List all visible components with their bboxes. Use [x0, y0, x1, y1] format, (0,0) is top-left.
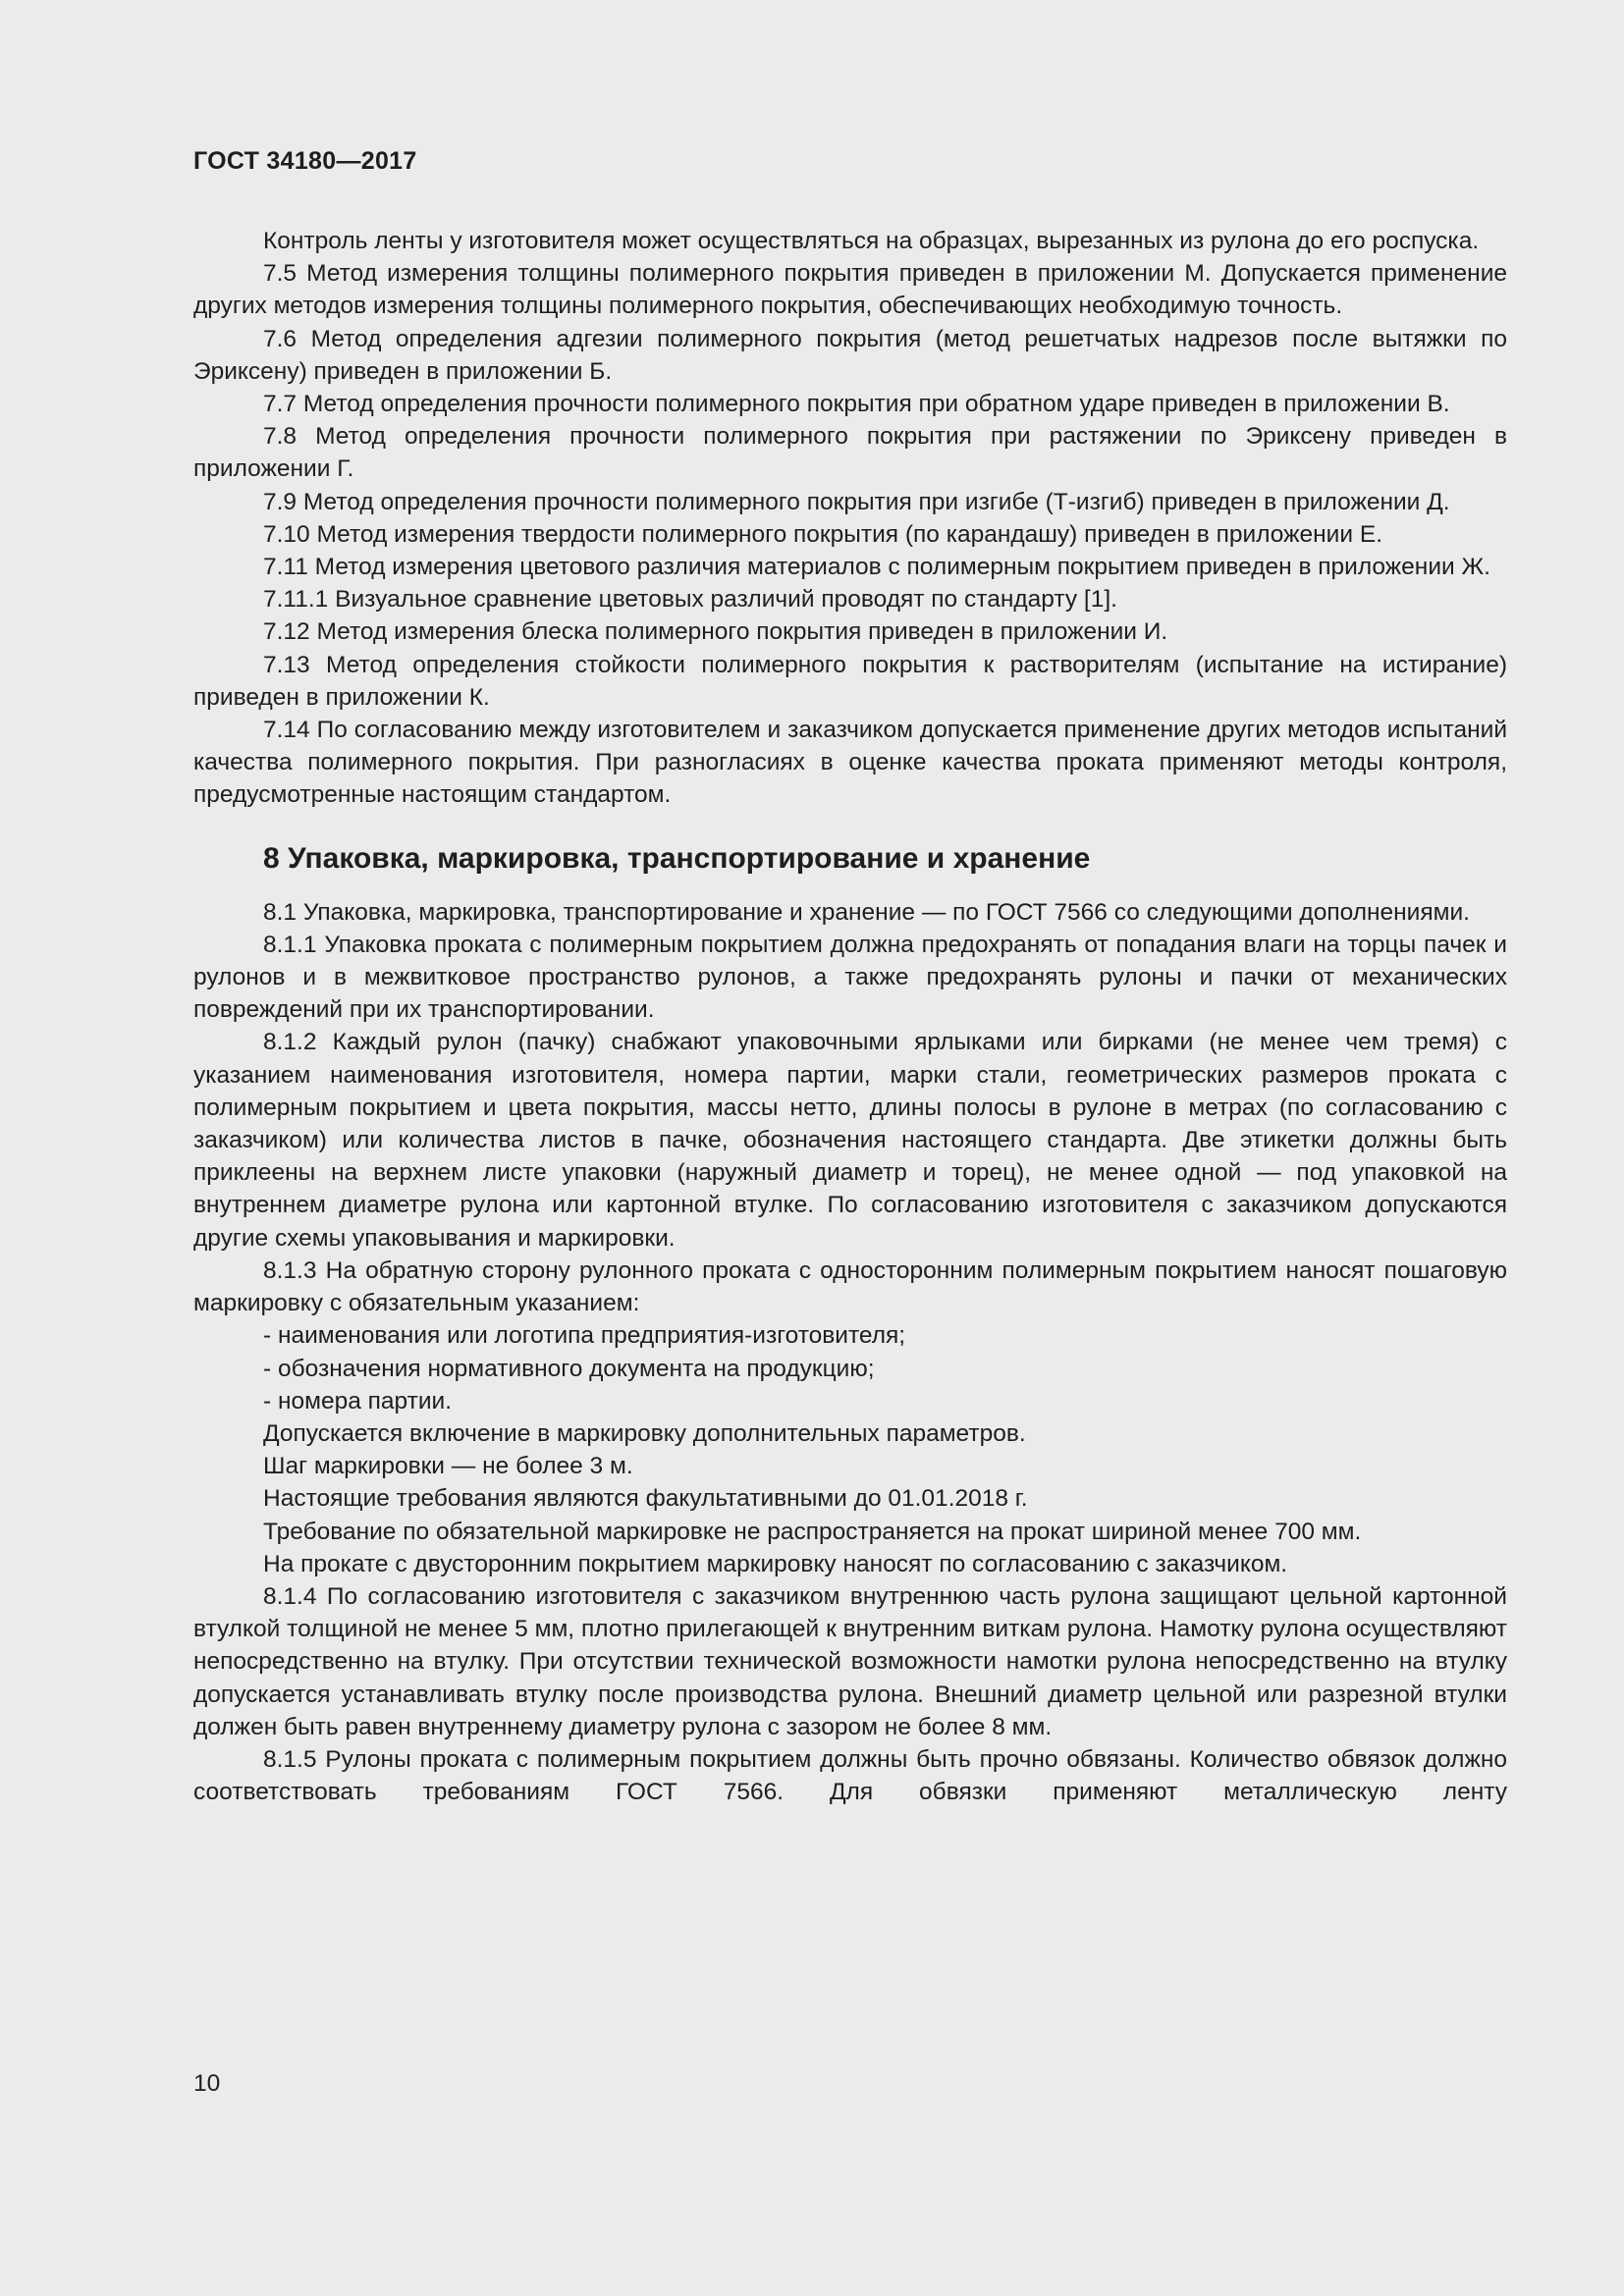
note-line: Допускается включение в маркировку дополнительных параметров. [263, 1419, 1026, 1447]
paragraph-7-9: 7.9 Метод определения прочности полимерного покрытия при изгибе (Т-изгиб) приведен в приложении Д. [263, 488, 1450, 515]
page-body [193, 225, 1507, 1808]
document-header: ГОСТ 34180—2017 [193, 147, 417, 175]
list-item: - наименования или логотипа предприятия-изготовителя; [263, 1322, 906, 1350]
paragraph-7-13: 7.13 Метод определения стойкости полимерного покрытия к растворителям (испытание на истирание) приведен в приложении К. [193, 651, 1507, 711]
note-line: На прокате с двусторонним покрытием маркировку наносят по согласованию с заказчиком. [263, 1550, 1288, 1577]
paragraph-tape-control: Контроль ленты у изготовителя может осуществляться на образцах, вырезанных из рулона до его роспуска. [263, 228, 1480, 254]
section-spacer [193, 877, 1507, 896]
section-spacer [193, 812, 1507, 841]
paragraph-7-7: 7.7 Метод определения прочности полимерного покрытия при обратном ударе приведен в приложении В. [263, 391, 1450, 418]
note-line: Шаг маркировки — не более 3 м. [263, 1453, 633, 1480]
paragraph-8-1-4: 8.1.4 По согласованию изготовителя с заказчиком внутреннюю часть рулона защищают цельной картонной втулкой толщиной не менее 5 мм, плотно прилегающей к внутренним виткам рулона. Намотку рулона осуществляют непосредственно на втулку. При отсутствии технической возможности намотки рулона непосредственно на втулку допускается устанавливать втулку после производства рулона. Внешний диаметр цельной или разрезной втулки должен быть равен внутреннему диаметру рулона с зазором не более 8 мм. [193, 1582, 1507, 1740]
section-8-heading: 8 Упаковка, маркировка, транспортирование и хранение [263, 841, 1091, 875]
paragraph-8-1-2: 8.1.2 Каждый рулон (пачку) снабжают упаковочными ярлыками или бирками (не менее чем тремя) с указанием наименования изготовителя, номера партии, марки стали, геометрических размеров проката с полимерным покрытием и цвета покрытия, массы нетто, длины полосы в рулоне в метрах (по согласованию с заказчиком) или количества листов в пачке, обозначения настоящего стандарта. Две этикетки должны быть приклеены на верхнем листе упаковки (наружный диаметр и торец), не менее одной — под упаковкой на внутреннем диаметре рулона или картонной втулке. По согласованию изготовителя с заказчиком допускаются другие схемы упаковывания и маркировки. [193, 1029, 1507, 1252]
paragraph-7-6: 7.6 Метод определения адгезии полимерного покрытия (метод решетчатых надрезов после вытяжки по Эриксену) приведен в приложении Б. [193, 325, 1507, 385]
paragraph-8-1: 8.1 Упаковка, маркировка, транспортирование и хранение — по ГОСТ 7566 со следующими дополнениями. [263, 898, 1470, 926]
paragraph-8-1-3: 8.1.3 На обратную сторону рулонного проката с односторонним полимерным покрытием наносят пошаговую маркировку с обязательным указанием: [193, 1256, 1507, 1317]
paragraph-7-11-1: 7.11.1 Визуальное сравнение цветовых различий проводят по стандарту [1]. [263, 586, 1117, 614]
paragraph-7-14: 7.14 По согласованию между изготовителем и заказчиком допускается применение других методов испытаний качества полимерного покрытия. При разногласиях в оценке качества проката применяют методы контроля, предусмотренные настоящим стандартом. [193, 717, 1507, 809]
list-item: - номера партии. [263, 1387, 453, 1415]
page-number: 10 [193, 2070, 221, 2097]
list-item: - обозначения нормативного документа на продукцию; [263, 1355, 875, 1382]
paragraph-8-1-1: 8.1.1 Упаковка проката с полимерным покрытием должна предохранять от попадания влаги на торцы пачек и рулонов и в межвитковое пространство рулонов, а также предохранять рулоны и пачки от механических повреждений при их транспортировании. [193, 931, 1507, 1024]
paragraph-7-5: 7.5 Метод измерения толщины полимерного покрытия приведен в приложении М. Допускается применение других методов измерения толщины полимерного покрытия, обеспечивающих необходимую точность. [193, 260, 1507, 320]
paragraph-8-1-5: 8.1.5 Рулоны проката с полимерным покрытием должны быть прочно обвязаны. Количество обвязок должно соответствовать требованиям ГОСТ 7566. Для обвязки применяют металлическую ленту [193, 1745, 1507, 1806]
paragraph-7-8: 7.8 Метод определения прочности полимерного покрытия при растяжении по Эриксену приведен в приложении Г. [193, 423, 1507, 483]
note-line: Требование по обязательной маркировке не распространяется на прокат шириной менее 700 мм. [263, 1518, 1362, 1545]
paragraph-7-12: 7.12 Метод измерения блеска полимерного покрытия приведен в приложении И. [263, 618, 1168, 646]
paragraph-7-10: 7.10 Метод измерения твердости полимерного покрытия (по карандашу) приведен в приложении Е. [263, 520, 1383, 548]
paragraph-7-11: 7.11 Метод измерения цветового различия материалов с полимерным покрытием приведен в приложении Ж. [263, 554, 1490, 581]
note-line: Настоящие требования являются факультативными до 01.01.2018 г. [263, 1485, 1028, 1513]
